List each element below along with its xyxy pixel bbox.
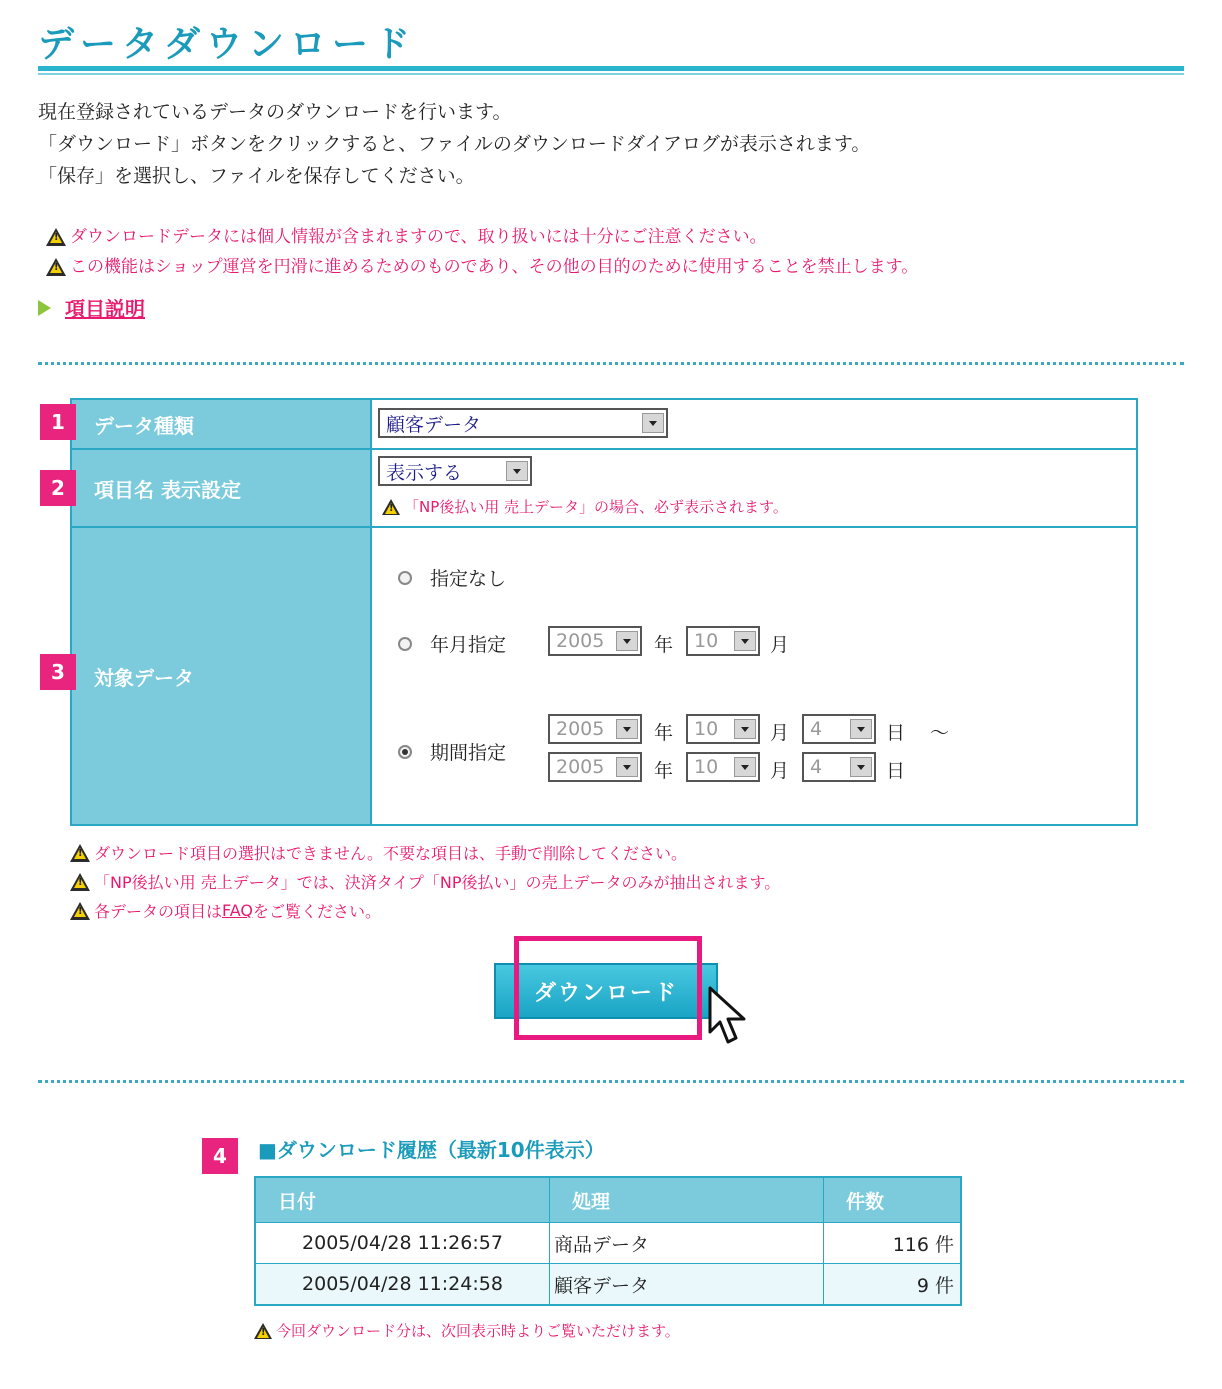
- chevron-down-icon: [642, 413, 664, 433]
- warning-text: をご覧ください。: [253, 902, 382, 921]
- year-unit: 年: [654, 722, 674, 744]
- from-day-value: 4: [810, 718, 823, 740]
- cell-count: 116 件: [824, 1223, 962, 1264]
- mouse-pointer-icon: [706, 986, 750, 1048]
- month-unit: 月: [770, 634, 790, 656]
- chevron-down-icon: [506, 461, 528, 481]
- table-row: [255, 1264, 961, 1306]
- warning-icon: [46, 258, 66, 276]
- step-badge-1: 1: [40, 404, 76, 440]
- row-separator: [72, 448, 1136, 450]
- month-unit: 月: [770, 760, 790, 782]
- intro-line: 現在登録されているデータのダウンロードを行います。: [38, 101, 512, 123]
- warning-text: ダウンロードデータには個人情報が含まれますので、取り扱いには十分にご注意ください。: [70, 227, 767, 247]
- step-badge-4: 4: [202, 1138, 238, 1174]
- header-setting-note: [382, 496, 788, 517]
- year-unit: 年: [654, 634, 674, 656]
- triangle-right-icon: [38, 300, 51, 316]
- warning-line: [70, 867, 780, 896]
- radio-label: 期間指定: [430, 742, 507, 764]
- chevron-down-icon: [734, 719, 756, 739]
- bottom-warnings: [70, 838, 780, 925]
- chevron-down-icon: [734, 631, 756, 651]
- to-month-value: 10: [694, 756, 719, 778]
- title-rule-thin: [38, 73, 1184, 75]
- top-warnings: [46, 222, 918, 282]
- month-unit: 月: [770, 722, 790, 744]
- intro-text: [38, 96, 870, 192]
- chevron-down-icon: [616, 719, 638, 739]
- dotted-divider: [38, 362, 1184, 365]
- row-separator: [72, 526, 1136, 528]
- month-value: 10: [694, 630, 719, 652]
- from-year-value: 2005: [556, 718, 605, 740]
- radio-button[interactable]: [398, 571, 412, 585]
- column-header-date: 日付: [255, 1177, 550, 1223]
- warning-text: この機能はショップ運営を円滑に進めるためのものであり、その他の目的のために使用することを禁止します。: [70, 257, 919, 277]
- warning-line: [46, 222, 918, 252]
- download-form: [70, 398, 1138, 826]
- warning-text: ダウンロード項目の選択はできません。不要な項目は、手動で削除してください。: [94, 844, 687, 863]
- radio-button[interactable]: [398, 637, 412, 651]
- column-header-process: 処理: [550, 1177, 824, 1223]
- warning-text: 各データの項目は: [94, 902, 223, 921]
- from-month-select[interactable]: [686, 714, 760, 744]
- label-header-setting: 項目名 表示設定: [72, 450, 370, 526]
- data-type-value: 顧客データ: [386, 413, 482, 436]
- cell-count: 9 件: [824, 1264, 962, 1306]
- warning-icon: [382, 499, 400, 515]
- from-month-value: 10: [694, 718, 719, 740]
- to-day-select[interactable]: [802, 752, 876, 782]
- day-unit: 日: [886, 722, 906, 744]
- download-history-table: [254, 1176, 962, 1306]
- month-select[interactable]: [686, 626, 760, 656]
- header-setting-value: 表示する: [386, 461, 463, 484]
- from-year-select[interactable]: [548, 714, 642, 744]
- radio-no-range[interactable]: [398, 564, 506, 591]
- radio-year-month[interactable]: [398, 630, 506, 657]
- header-setting-select[interactable]: [378, 456, 532, 486]
- cell-date: 2005/04/28 11:24:58: [255, 1264, 550, 1306]
- year-select[interactable]: [548, 626, 642, 656]
- to-month-select[interactable]: [686, 752, 760, 782]
- warning-icon: [70, 902, 90, 920]
- chevron-down-icon: [850, 757, 872, 777]
- intro-line: 「ダウンロード」ボタンをクリックすると、ファイルのダウンロードダイアログが表示されます。: [38, 133, 871, 155]
- column-header-count: 件数: [824, 1177, 962, 1223]
- chevron-down-icon: [850, 719, 872, 739]
- highlight-box: [514, 936, 702, 1040]
- history-title: ■ダウンロード履歴（最新10件表示）: [258, 1138, 605, 1162]
- column-separator: [370, 400, 372, 824]
- radio-button-checked[interactable]: [398, 745, 412, 759]
- warning-icon: [70, 844, 90, 862]
- download-button[interactable]: ダウンロード: [494, 963, 718, 1019]
- year-value: 2005: [556, 630, 605, 652]
- step-badge-2: 2: [40, 470, 76, 506]
- warning-icon: [254, 1323, 272, 1339]
- item-description-link[interactable]: 項目説明: [65, 297, 145, 321]
- label-data-type: データ種類: [72, 400, 370, 448]
- chevron-down-icon: [734, 757, 756, 777]
- day-unit: 日: [886, 760, 906, 782]
- intro-line: 「保存」を選択し、ファイルを保存してください。: [38, 165, 475, 187]
- from-day-select[interactable]: [802, 714, 876, 744]
- table-header-row: [255, 1177, 961, 1223]
- to-year-value: 2005: [556, 756, 605, 778]
- warning-line: [70, 896, 780, 925]
- range-tilde: ～: [930, 722, 950, 744]
- data-type-select[interactable]: [378, 408, 668, 438]
- radio-period[interactable]: [398, 738, 506, 765]
- warning-text: 「NP後払い用 売上データ」では、決済タイプ「NP後払い」の売上データのみが抽出されます。: [94, 873, 781, 892]
- year-unit: 年: [654, 760, 674, 782]
- chevron-down-icon: [616, 631, 638, 651]
- to-day-value: 4: [810, 756, 823, 778]
- header-setting-note-text: 「NP後払い用 売上データ」の場合、必ず表示されます。: [404, 498, 788, 516]
- item-description: [38, 293, 145, 322]
- warning-icon: [46, 228, 66, 246]
- warning-line: [46, 252, 918, 282]
- history-note-text: 今回ダウンロード分は、次回表示時よりご覧いただけます。: [276, 1322, 680, 1340]
- warning-icon: [70, 873, 90, 891]
- step-badge-3: 3: [40, 654, 76, 690]
- cell-process: 商品データ: [550, 1223, 824, 1264]
- cell-date: 2005/04/28 11:26:57: [255, 1223, 550, 1264]
- faq-link[interactable]: FAQ: [222, 901, 254, 920]
- radio-label: 年月指定: [430, 634, 507, 656]
- dotted-divider: [38, 1080, 1184, 1083]
- cell-process: 顧客データ: [550, 1264, 824, 1306]
- page-title: データダウンロード: [38, 24, 417, 65]
- title-rule: [38, 66, 1184, 71]
- label-target-data: 対象データ: [72, 528, 370, 824]
- chevron-down-icon: [616, 757, 638, 777]
- history-note: [254, 1320, 680, 1341]
- radio-label: 指定なし: [430, 568, 507, 590]
- warning-line: [70, 838, 780, 867]
- table-row: [255, 1223, 961, 1264]
- to-year-select[interactable]: [548, 752, 642, 782]
